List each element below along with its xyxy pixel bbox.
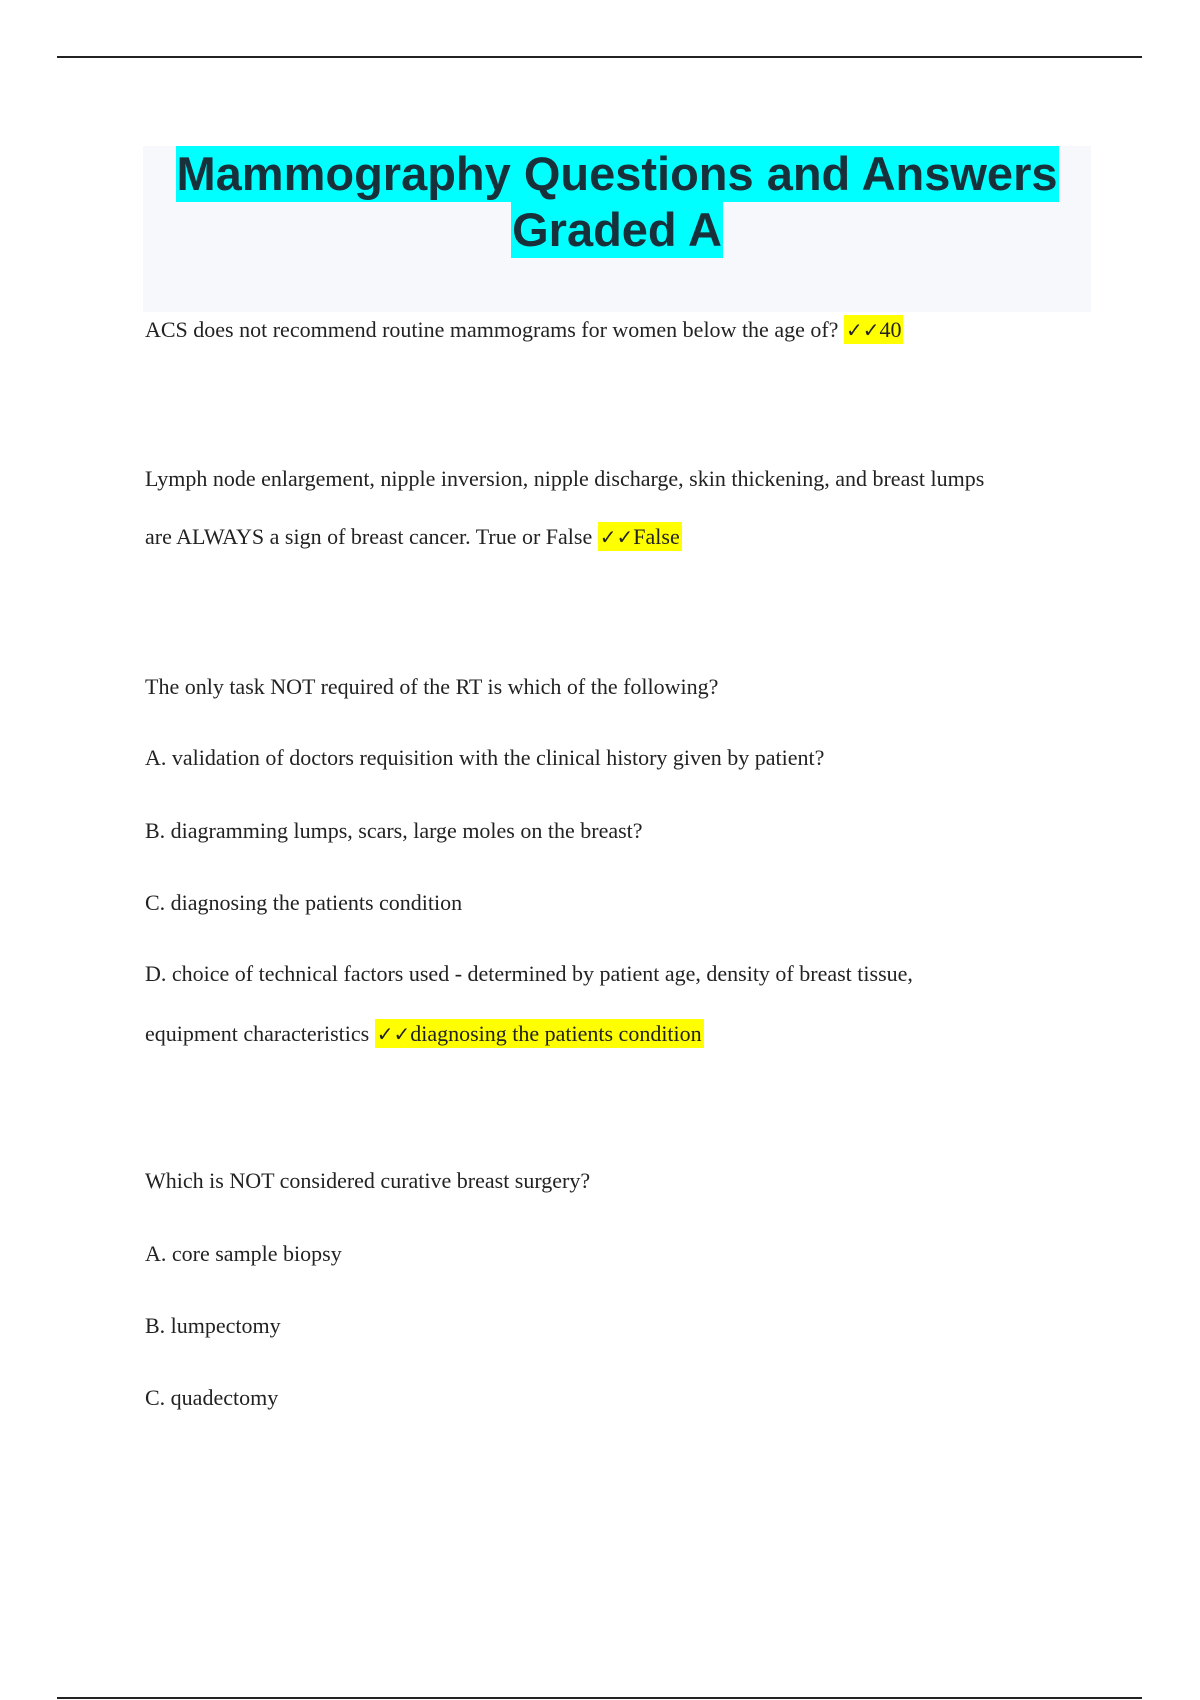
- question-4-option-b: B. lumpectomy: [145, 1313, 281, 1338]
- question-4-option-a: A. core sample biopsy: [145, 1241, 342, 1266]
- double-check-icon: ✓✓: [845, 318, 880, 342]
- answer-text: False: [633, 524, 680, 549]
- double-check-icon: ✓✓: [376, 1022, 411, 1046]
- document-title: [143, 146, 1091, 312]
- question-3-option-a: A. validation of doctors requisition with the clinical history given by patient?: [145, 745, 825, 770]
- question-3-option-d: D. choice of technical factors used - determined by patient age, density of breast tissue,: [145, 961, 913, 986]
- title-line-2: Graded A: [512, 203, 722, 256]
- question-2-text: are ALWAYS a sign of breast cancer. True or False: [145, 524, 598, 549]
- question-3-text: equipment characteristics: [145, 1021, 375, 1046]
- question-3-answer: [375, 1019, 704, 1048]
- question-4-stem: Which is NOT considered curative breast surgery?: [145, 1168, 591, 1193]
- answer-text: diagnosing the patients condition: [410, 1021, 702, 1046]
- question-1-text: ACS does not recommend routine mammograms for women below the age of?: [145, 317, 844, 342]
- question-2-line-1: Lymph node enlargement, nipple inversion, nipple discharge, skin thickening, and breast lumps: [145, 466, 985, 491]
- question-1: [145, 315, 903, 345]
- question-1-answer: [844, 315, 904, 344]
- footer-rule: [57, 1697, 1142, 1699]
- title-line-1: Mammography Questions and Answers: [176, 147, 1058, 200]
- header-rule: [57, 56, 1142, 58]
- question-3-option-c: C. diagnosing the patients condition: [145, 890, 463, 915]
- question-3-option-b: B. diagramming lumps, scars, large moles on the breast?: [145, 818, 643, 843]
- question-4-option-c: C. quadectomy: [145, 1385, 279, 1410]
- answer-text: 40: [879, 317, 902, 342]
- question-3-stem: The only task NOT required of the RT is which of the following?: [145, 674, 719, 699]
- question-2-answer: [598, 522, 682, 551]
- question-3-option-d-cont: [145, 1019, 704, 1049]
- question-2-line-2: [145, 522, 682, 552]
- double-check-icon: ✓✓: [599, 525, 634, 549]
